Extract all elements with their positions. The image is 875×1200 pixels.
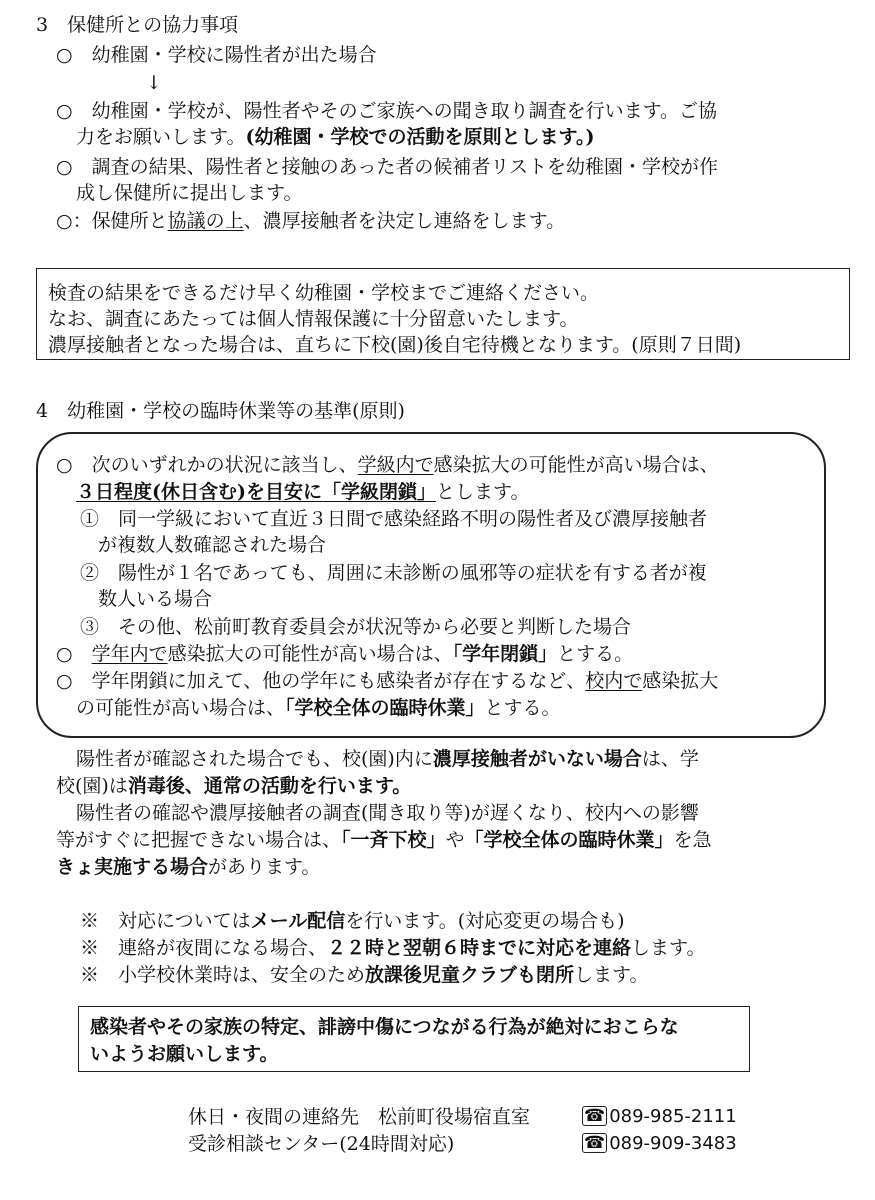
criteria-sub3: ③ その他、松前町教育委員会が状況等から必要と判断した場合 [80, 616, 632, 638]
note1: ※ 対応についてはメール配信を行います。(対応変更の場合も) [80, 910, 625, 932]
criteria-item1: ○ 次のいずれかの状況に該当し、学級内で感染拡大の可能性が高い場合は、 [56, 454, 719, 476]
section3-item3: ○ 調査の結果、陽性者と接触のあった者の候補者リストを幼稚園・学校が作 [56, 156, 719, 178]
contact-night-tel[interactable]: ☎ 089-985-2111 [582, 1104, 737, 1130]
contact-night-label: 休日・夜間の連絡先 松前町役場宿直室 [188, 1106, 531, 1128]
note3: ※ 小学校休業時は、安全のため放課後児童クラブも閉所します。 [80, 964, 649, 986]
section3-heading: 3 保健所との協力事項 [36, 14, 239, 36]
section4-heading: 4 幼稚園・学校の臨時休業等の基準(原則) [36, 400, 405, 422]
down-arrow-icon: ↓ [146, 72, 162, 94]
criteria-sub1: ① 同一学級において直近３日間で感染経路不明の陽性者及び濃厚接触者 [80, 508, 708, 530]
criteria-item3-cont: の可能性が高い場合は、「学校全体の臨時休業」とする。 [76, 697, 561, 719]
section3-item2-cont: 力をお願いします。(幼稚園・学校での活動を原則とします。) [76, 126, 595, 148]
paragraph1: 陽性者が確認された場合でも、校(園)内に濃厚接触者がいない場合は、学 [76, 748, 699, 770]
criteria-sub2: ② 陽性が１名であっても、周囲に未診断の風邪等の症状を有する者が複 [80, 562, 707, 584]
criteria-sub1-cont: が複数人数確認された場合 [98, 534, 327, 556]
notice-line3: 濃厚接触者となった場合は、直ちに下校(園)後自宅待機となります。(原則７日間) [48, 334, 742, 356]
notice-line2: なお、調査にあたっては個人情報保護に十分留意いたします。 [48, 308, 579, 330]
criteria-item3: ○ 学年閉鎖に加えて、他の学年にも感染者が存在するなど、校内で感染拡大 [56, 670, 719, 692]
warning-line1: 感染者やその家族の特定、誹謗中傷につながる行為が絶対におこらな [90, 1016, 679, 1038]
paragraph2-cont: 等がすぐに把握できない場合は、「一斉下校」や「学校全体の臨時休業」を急 [56, 829, 712, 851]
section3-item4: ○：保健所と協議の上、濃厚接触者を決定し連絡をします。 [56, 210, 566, 232]
note2: ※ 連絡が夜間になる場合、２２時と翌朝６時までに対応を連絡します。 [80, 937, 706, 959]
criteria-sub2-cont: 数人いる場合 [98, 588, 213, 610]
notice-line1: 検査の結果をできるだけ早く幼稚園・学校までご連絡ください。 [48, 282, 600, 304]
section3-item3-cont: 成し保健所に提出します。 [76, 182, 303, 204]
section3-item2: ○ 幼稚園・学校が、陽性者やそのご家族への聞き取り調査を行います。ご協 [56, 100, 718, 122]
section3-item1: ○ 幼稚園・学校に陽性者が出た場合 [56, 44, 377, 66]
contact-center-tel[interactable]: ☎ 089-909-3483 [582, 1131, 737, 1157]
criteria-item2: ○ 学年内で感染拡大の可能性が高い場合は、「学年閉鎖」とする。 [56, 643, 634, 665]
paragraph2-cont2: きょ実施する場合があります。 [56, 856, 321, 878]
criteria-item1-cont: ３日程度(休日含む)を目安に「学級閉鎖」とします。 [76, 481, 530, 503]
contact-center-label: 受診相談センター(24時間対応) [188, 1133, 455, 1155]
warning-line2: いようお願いします。 [90, 1043, 279, 1065]
paragraph2: 陽性者の確認や濃厚接触者の調査(聞き取り等)が遅くなり、校内への影響 [76, 802, 699, 824]
paragraph1-cont: 校(園)は消毒後、通常の活動を行います。 [56, 775, 412, 797]
